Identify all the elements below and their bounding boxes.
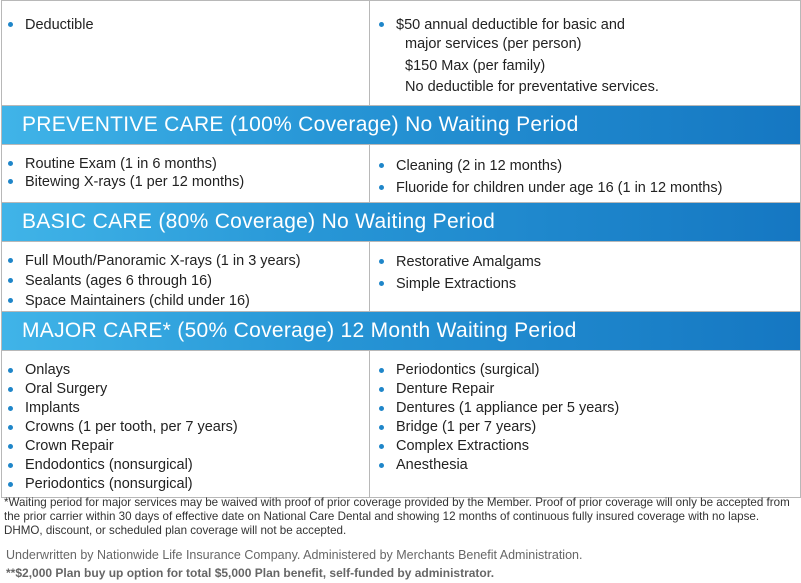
list-item-label: Onlays xyxy=(25,362,71,378)
bullet-icon xyxy=(8,444,13,449)
major-row xyxy=(2,350,800,497)
list-item-label: Space Maintainers (child under 16) xyxy=(25,293,250,309)
underwritten-note: Underwritten by Nationwide Life Insurance Company. Administered by Merchants Benefit Administration. xyxy=(6,548,583,562)
bullet-icon xyxy=(379,368,384,373)
list-item xyxy=(8,437,369,456)
bullet-icon xyxy=(8,463,13,468)
bullet-icon xyxy=(379,425,384,430)
list-item-label: Denture Repair xyxy=(396,381,495,397)
list-item-label: Full Mouth/Panoramic X-rays (1 in 3 years) xyxy=(25,253,301,269)
bullet-icon xyxy=(8,22,13,27)
major-left xyxy=(2,351,370,497)
bullet-icon xyxy=(8,161,13,166)
bullet-icon xyxy=(8,425,13,430)
list-item xyxy=(379,361,800,380)
major-header: MAJOR CARE* (50% Coverage) 12 Month Waiting Period xyxy=(2,312,800,350)
list-item xyxy=(379,155,800,177)
major-header-row xyxy=(2,311,800,350)
bullet-icon xyxy=(379,444,384,449)
list-item-label: Simple Extractions xyxy=(396,276,517,292)
list-item xyxy=(379,399,800,418)
bullet-icon xyxy=(8,179,13,184)
list-item-label: Periodontics (surgical) xyxy=(396,362,540,378)
list-item xyxy=(379,177,800,199)
deductible-row xyxy=(2,0,800,105)
basic-header-row xyxy=(2,202,800,241)
list-item-label: Bitewing X-rays (1 per 12 months) xyxy=(25,174,245,190)
list-item xyxy=(379,251,800,273)
preventive-header: PREVENTIVE CARE (100% Coverage) No Waiting Period xyxy=(2,106,800,144)
bullet-icon xyxy=(379,463,384,468)
basic-left xyxy=(2,242,370,311)
bullet-icon xyxy=(8,482,13,487)
list-item xyxy=(8,361,369,380)
list-item xyxy=(8,155,369,173)
bullet-icon xyxy=(8,368,13,373)
list-item xyxy=(379,16,800,35)
list-item-label: Crowns (1 per tooth, per 7 years) xyxy=(25,419,238,435)
deductible-detail-cell xyxy=(370,1,800,105)
list-item-label: Periodontics (nonsurgical) xyxy=(25,476,193,492)
major-right xyxy=(370,351,800,497)
list-item-label: Routine Exam (1 in 6 months) xyxy=(25,156,217,172)
bullet-icon xyxy=(8,298,13,303)
list-item xyxy=(8,380,369,399)
bullet-icon xyxy=(379,185,384,190)
preventive-row xyxy=(2,144,800,202)
bullet-icon xyxy=(379,387,384,392)
list-item-label: Anesthesia xyxy=(396,457,468,473)
list-item-label: Complex Extractions xyxy=(396,438,529,454)
list-item-label: Fluoride for children under age 16 (1 in 12 months) xyxy=(396,180,723,196)
bullet-icon xyxy=(379,406,384,411)
bullet-icon xyxy=(8,278,13,283)
basic-header: BASIC CARE (80% Coverage) No Waiting Period xyxy=(2,203,800,241)
list-item xyxy=(8,418,369,437)
list-item xyxy=(8,251,369,271)
list-item xyxy=(8,16,369,35)
bullet-icon xyxy=(8,258,13,263)
preventive-left xyxy=(2,145,370,202)
bullet-icon xyxy=(379,281,384,286)
list-item xyxy=(379,273,800,295)
deductible-line: $50 annual deductible for basic and xyxy=(396,17,625,33)
list-item-label: Bridge (1 per 7 years) xyxy=(396,419,537,435)
basic-right xyxy=(370,242,800,311)
benefits-table xyxy=(1,0,801,498)
list-item xyxy=(8,271,369,291)
deductible-label-cell xyxy=(2,1,370,105)
list-item xyxy=(8,173,369,191)
waiting-period-footnote: *Waiting period for major services may be waived with proof of prior coverage provided by the Member. Proof of prior coverage will only be accepted from the prior carrier within 30 days of effective date on National Care Dental and showing 12 months of continuous fully insured coverage with no lapse. DHMO, discount, or scheduled plan coverage will not be accepted. xyxy=(4,496,790,537)
buyup-note: **$2,000 Plan buy up option for total $5,000 Plan benefit, self-funded by administrator. xyxy=(6,566,495,580)
basic-row xyxy=(2,241,800,311)
list-item-label: Crown Repair xyxy=(25,438,114,454)
list-item-label: Dentures (1 appliance per 5 years) xyxy=(396,400,620,416)
list-item-label: Restorative Amalgams xyxy=(396,254,542,270)
bullet-icon xyxy=(8,406,13,411)
list-item xyxy=(379,380,800,399)
list-item-label: Oral Surgery xyxy=(25,381,108,397)
list-item xyxy=(379,437,800,456)
list-item-label: Sealants (ages 6 through 16) xyxy=(25,273,213,289)
deductible-line: $150 Max (per family) xyxy=(405,58,546,74)
list-item-label: Cleaning (2 in 12 months) xyxy=(396,158,563,174)
bullet-icon xyxy=(379,259,384,264)
preventive-right xyxy=(370,145,800,202)
list-item xyxy=(379,418,800,437)
list-item xyxy=(8,399,369,418)
deductible-label: Deductible xyxy=(25,17,94,33)
list-item xyxy=(379,456,800,475)
bullet-icon xyxy=(379,163,384,168)
list-item xyxy=(8,475,369,494)
deductible-line: major services (per person) xyxy=(405,36,582,52)
list-item-label: Implants xyxy=(25,400,80,416)
list-item-label: Endodontics (nonsurgical) xyxy=(25,457,193,473)
deductible-line: No deductible for preventative services. xyxy=(405,79,659,95)
preventive-header-row xyxy=(2,105,800,144)
bullet-icon xyxy=(8,387,13,392)
list-item xyxy=(8,291,369,311)
bullet-icon xyxy=(379,22,384,27)
list-item xyxy=(8,456,369,475)
